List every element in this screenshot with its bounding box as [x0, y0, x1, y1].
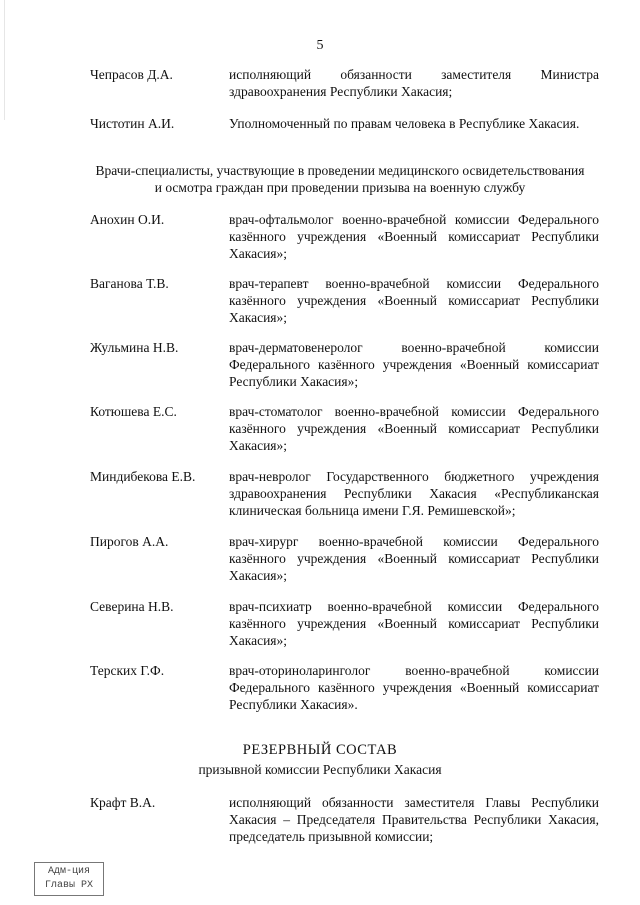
reserve-section-subtitle: призывной комиссии Республики Хакасия [198, 762, 442, 777]
member-role: исполняющий обязанности заместителя Министра здравоохранения Республики Хакасия; [229, 67, 599, 99]
specialist-entry [90, 468, 610, 519]
member-entry [90, 66, 610, 100]
member-name: Чепрасов Д.А. [90, 67, 173, 82]
reserve-member-name: Крафт В.А. [90, 795, 156, 810]
member-role: Уполномоченный по правам человека в Республике Хакасия. [229, 116, 580, 131]
specialist-role: врач-оториноларинголог военно-врачебной комиссии Федерального казённого учреждения «Военный комиссариат Республики Хакасия». [229, 663, 599, 712]
specialist-entry [90, 275, 610, 326]
reserve-member-role: исполняющий обязанности заместителя Главы Республики Хакасия – Председателя Правительства Республики Хакасия, председатель призывной комиссии; [229, 795, 599, 844]
specialists-heading [60, 162, 620, 196]
stamp-line2: Главы РХ [44, 880, 93, 891]
scan-edge [4, 0, 5, 120]
specialist-name: Миндибекова Е.В. [90, 469, 196, 484]
member-entry [90, 115, 610, 132]
specialist-role: врач-дерматовенеролог военно-врачебной комиссии Федерального казённого учреждения «Военный комиссариат Республики Хакасия»; [229, 340, 599, 389]
specialist-entry [90, 598, 610, 649]
page-number: 5 [316, 38, 324, 53]
specialist-name: Жульмина Н.В. [90, 340, 179, 355]
reserve-entry [90, 794, 610, 845]
specialist-role: врач-невролог Государственного бюджетного учреждения здравоохранения Республики Хакасия «Республиканская клиническая больница имени Г.Я. Ремишевской»; [229, 469, 599, 518]
admin-stamp [34, 862, 104, 896]
reserve-section-title: РЕЗЕРВНЫЙ СОСТАВ [242, 742, 398, 758]
specialist-entry [90, 662, 610, 713]
specialists-heading-line1: Врачи-специалисты, участвующие в проведении медицинского освидетельствования [95, 163, 585, 178]
specialist-entry [90, 533, 610, 584]
specialist-name: Ваганова Т.В. [90, 276, 169, 291]
specialist-name: Северина Н.В. [90, 599, 174, 614]
specialist-name: Пирогов А.А. [90, 534, 169, 549]
specialists-heading-line2: и осмотра граждан при проведении призыва на военную службу [154, 180, 526, 195]
member-name: Чистотин А.И. [90, 116, 175, 131]
specialist-name: Котюшева Е.С. [90, 404, 177, 419]
specialist-entry [90, 211, 610, 262]
specialist-role: врач-психиатр военно-врачебной комиссии Федерального казённого учреждения «Военный комиссариат Республики Хакасия»; [229, 599, 599, 648]
specialist-role: врач-хирург военно-врачебной комиссии Федерального казённого учреждения «Военный комиссариат Республики Хакасия»; [229, 534, 599, 583]
specialist-role: врач-офтальмолог военно-врачебной комиссии Федерального казённого учреждения «Военный комиссариат Республики Хакасия»; [229, 212, 599, 261]
specialist-name: Анохин О.И. [90, 212, 165, 227]
stamp-line1: Адм-ция [47, 866, 90, 877]
specialist-role: врач-терапевт военно-врачебной комиссии Федерального казённого учреждения «Военный комиссариат Республики Хакасия»; [229, 276, 599, 325]
specialist-name: Терских Г.Ф. [90, 663, 165, 678]
specialist-entry [90, 403, 610, 454]
specialist-entry [90, 339, 610, 390]
specialist-role: врач-стоматолог военно-врачебной комиссии Федерального казённого учреждения «Военный комиссариат Республики Хакасия»; [229, 404, 599, 453]
